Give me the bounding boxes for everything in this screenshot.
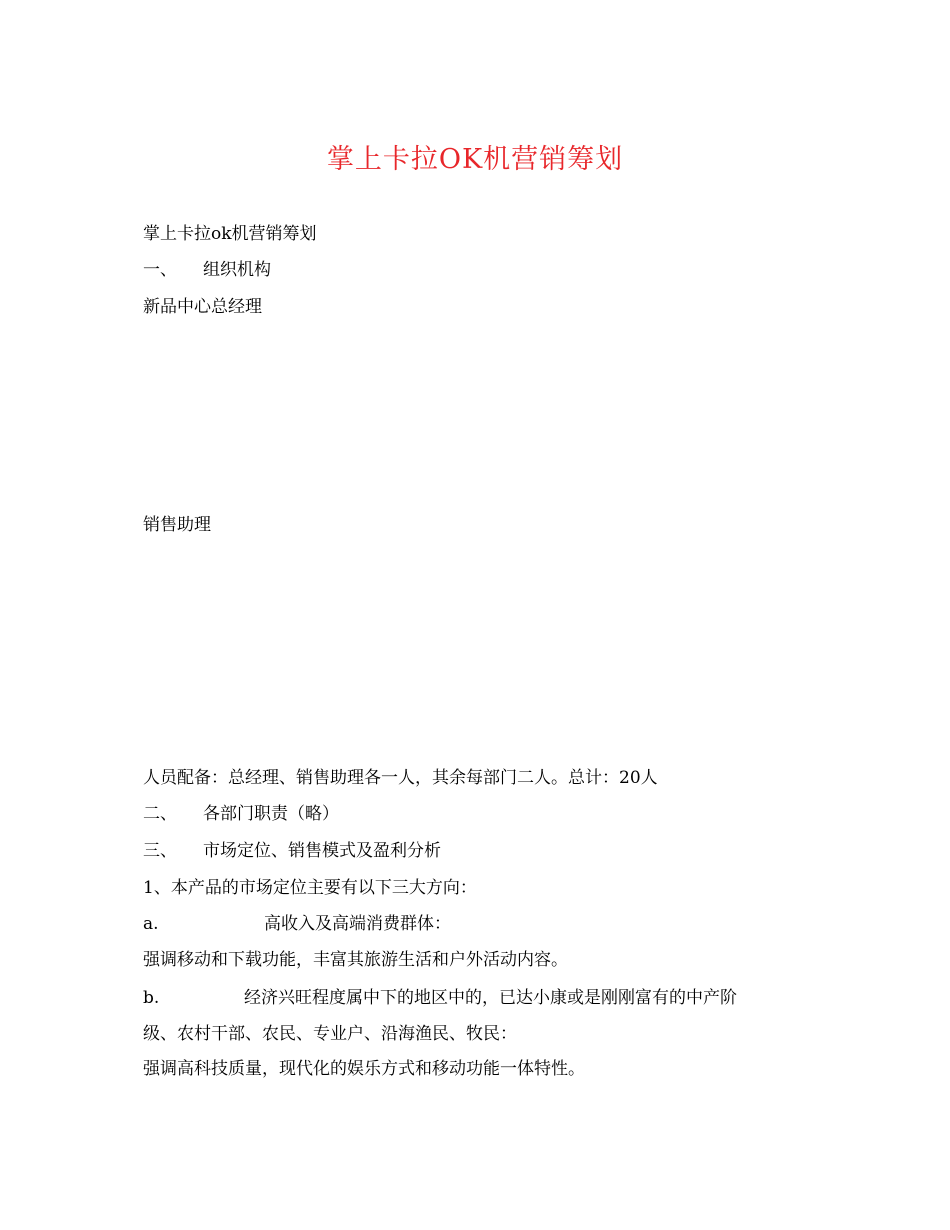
section-text: 市场定位、销售模式及盈利分析 <box>203 841 441 861</box>
section-text: 组织机构 <box>203 260 271 280</box>
list-text: 高收入及高端消费群体： <box>264 914 451 934</box>
list-marker: b. <box>143 988 160 1008</box>
market-positioning-paragraph: 1、本产品的市场定位主要有以下三大方向： <box>143 878 477 898</box>
section-text: 各部门职责（略） <box>203 804 339 824</box>
section-number: 二、 <box>143 804 177 824</box>
section-number: 一、 <box>143 260 177 280</box>
list-item-b-continued: 级、农村干部、农民、专业户、沿海渔民、牧民： <box>143 1024 517 1044</box>
list-marker: a. <box>143 914 159 934</box>
section-number: 三、 <box>143 841 177 861</box>
org-chart-top-label: 新品中心总经理 <box>143 297 262 317</box>
paragraph-heading: 掌上卡拉ok机营销筹划 <box>143 224 317 244</box>
list-item-b <box>143 986 737 1010</box>
staffing-paragraph: 人员配备：总经理、销售助理各一人，其余每部门二人。总计：20人 <box>143 768 658 788</box>
section-three-heading <box>143 839 441 863</box>
section-two-heading <box>143 802 339 826</box>
list-text: 经济兴旺程度属中下的地区中的，已达小康或是刚刚富有的中产阶 <box>244 988 737 1008</box>
org-chart-assistant-label: 销售助理 <box>143 515 211 535</box>
list-item-a-detail: 强调移动和下载功能，丰富其旅游生活和户外活动内容。 <box>143 950 568 970</box>
section-one-heading <box>143 258 271 282</box>
document-title: 掌上卡拉OK机营销筹划 <box>326 144 624 175</box>
list-item-a <box>143 912 451 936</box>
list-item-b-detail: 强调高科技质量，现代化的娱乐方式和移动功能一体特性。 <box>143 1059 585 1079</box>
